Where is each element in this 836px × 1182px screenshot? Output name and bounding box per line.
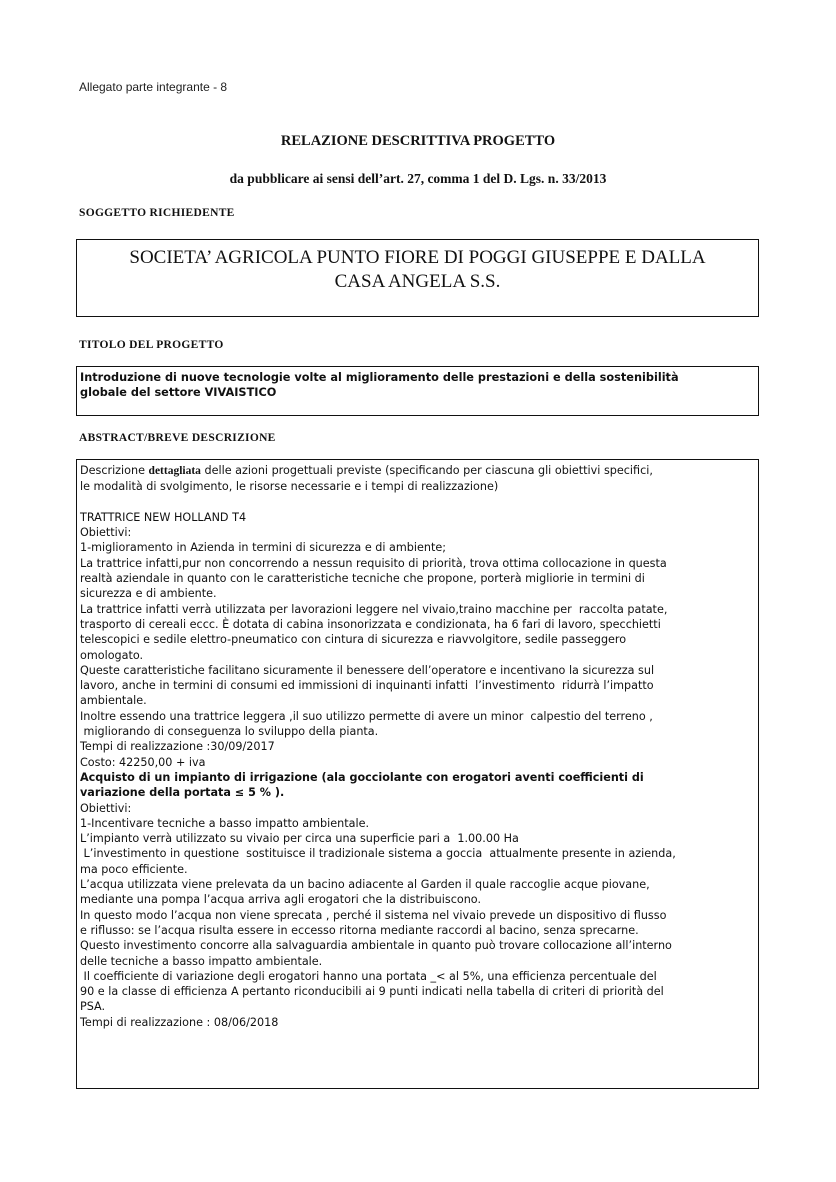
- abstract-line: omologato.: [80, 648, 144, 662]
- abstract-box: [76, 459, 759, 1089]
- intro-text: Descrizione: [80, 464, 149, 477]
- abstract-line: TRATTRICE NEW HOLLAND T4: [80, 510, 247, 524]
- abstract-part1: [80, 510, 755, 770]
- abstract-line: PSA.: [80, 1000, 106, 1014]
- abstract-line: L’investimento in questione sostituisce il tradizionale sistema a goccia attualmente presente in azienda,: [80, 847, 676, 861]
- soggetto-label: SOGGETTO RICHIEDENTE: [79, 207, 235, 219]
- abstract-line: L’impianto verrà utilizzato su vivaio per circa una superficie pari a 1.00.00 Ha: [80, 832, 519, 846]
- abstract-line: ma poco efficiente.: [80, 862, 188, 876]
- abstract-line: trasporto di cereali eccc. È dotata di cabina insonorizzata e condizionata, ha 6 fari di lavoro, specchietti: [80, 617, 661, 631]
- abstract-intro-line2: le modalità di svolgimento, le risorse necessarie e i tempi di realizzazione): [80, 480, 499, 494]
- abstract-line: Tempi di realizzazione :30/09/2017: [80, 740, 275, 754]
- spacer: [80, 495, 755, 510]
- abstract-line: 1-Incentivare tecniche a basso impatto ambientale.: [80, 816, 370, 830]
- abstract-line: In questo modo l’acqua non viene sprecata , perché il sistema nel vivaio prevede un dispositivo di flusso: [80, 908, 667, 922]
- abstract-line: Obiettivi:: [80, 526, 132, 540]
- abstract-line: Tempi di realizzazione : 08/06/2018: [80, 1015, 279, 1029]
- abstract-line: sicurezza e di ambiente.: [80, 587, 217, 601]
- abstract-bold-heading: [80, 770, 755, 801]
- abstract-line: La trattrice infatti,pur non concorrendo a nessun requisito di priorità, trova ottima collocazione in questa: [80, 556, 667, 570]
- document-subtitle: da pubblicare ai sensi dell’art. 27, comma 1 del D. Lgs. n. 33/2013: [229, 171, 607, 186]
- abstract-line: Costo: 42250,00 + iva: [80, 755, 206, 769]
- abstract-intro: [80, 463, 755, 479]
- soggetto-box: [76, 239, 759, 317]
- abstract-label: ABSTRACT/BREVE DESCRIZIONE: [79, 432, 276, 444]
- document-title: RELAZIONE DESCRITTIVA PROGETTO: [280, 133, 556, 149]
- titolo-box: [76, 366, 759, 416]
- titolo-line: globale del settore VIVAISTICO: [80, 386, 277, 399]
- abstract-line: migliorando di conseguenza lo sviluppo della pianta.: [80, 725, 379, 739]
- abstract-bold-line: variazione della portata ≤ 5 % ).: [80, 786, 285, 800]
- titolo-progetto: [77, 367, 758, 400]
- abstract-line: e riflusso: se l’acqua risulta essere in eccesso ritorna mediante raccordi al bacino, senza sprecarne.: [80, 923, 639, 937]
- abstract-line: Il coefficiente di variazione degli erogatori hanno una portata _< al 5%, una efficienza percentuale del: [80, 969, 657, 983]
- titolo-label: TITOLO DEL PROGETTO: [79, 339, 224, 351]
- abstract-line: telescopici e sedile elettro-pneumatico con cintura di sicurezza e riavvolgitore, sedile passeggero: [80, 633, 627, 647]
- abstract-line: 90 e la classe di efficienza A pertanto riconducibili ai 9 punti indicati nella tabella di criteri di priorità del: [80, 985, 664, 999]
- abstract-line: delle tecniche a basso impatto ambientale.: [80, 954, 323, 968]
- abstract-line: ambientale.: [80, 694, 147, 708]
- abstract-line: Queste caratteristiche facilitano sicuramente il benessere dell’operatore e incentivano la sicurezza sul: [80, 663, 655, 677]
- abstract-line: 1-miglioramento in Azienda in termini di sicurezza e di ambiente;: [80, 541, 447, 555]
- abstract-line: mediante una pompa l’acqua arriva agli erogatori che la distribuiscono.: [80, 893, 482, 907]
- abstract-line: Inoltre essendo una trattrice leggera ,il suo utilizzo permette di avere un minor calpestio del terreno ,: [80, 709, 653, 723]
- intro-text: delle azioni progettuali previste (specificando per ciascuna gli obiettivi specifici,: [200, 464, 653, 477]
- abstract-body: [77, 460, 758, 1030]
- abstract-bold-line: Acquisto di un impianto di irrigazione (ala gocciolante con erogatori aventi coefficienti di: [80, 770, 644, 784]
- soggetto-name: [77, 240, 758, 294]
- abstract-line: Questo investimento concorre alla salvaguardia ambientale in quanto può trovare collocazione all’interno: [80, 939, 672, 953]
- abstract-line: lavoro, anche in termini di consumi ed immissioni di inquinanti infatti l’investimento ridurrà l’impatto: [80, 679, 654, 693]
- titolo-line: Introduzione di nuove tecnologie volte al miglioramento delle prestazioni e della sostenibilità: [80, 371, 679, 384]
- intro-bold: dettagliata: [148, 465, 201, 477]
- soggetto-name-line: SOCIETA’ AGRICOLA PUNTO FIORE DI POGGI GIUSEPPE E DALLA: [129, 247, 706, 268]
- abstract-line: La trattrice infatti verrà utilizzata per lavorazioni leggere nel vivaio,traino macchine per raccolta patate,: [80, 602, 668, 616]
- abstract-line: L’acqua utilizzata viene prelevata da un bacino adiacente al Garden il quale raccoglie acque piovane,: [80, 878, 650, 892]
- abstract-part2: [80, 801, 755, 1030]
- abstract-line: Obiettivi:: [80, 801, 132, 815]
- soggetto-name-line: CASA ANGELA S.S.: [334, 271, 501, 292]
- header-note: Allegato parte integrante - 8: [79, 80, 228, 94]
- abstract-line: realtà aziendale in quanto con le caratteristiche tecniche che propone, porterà migliorie in termini di: [80, 572, 645, 586]
